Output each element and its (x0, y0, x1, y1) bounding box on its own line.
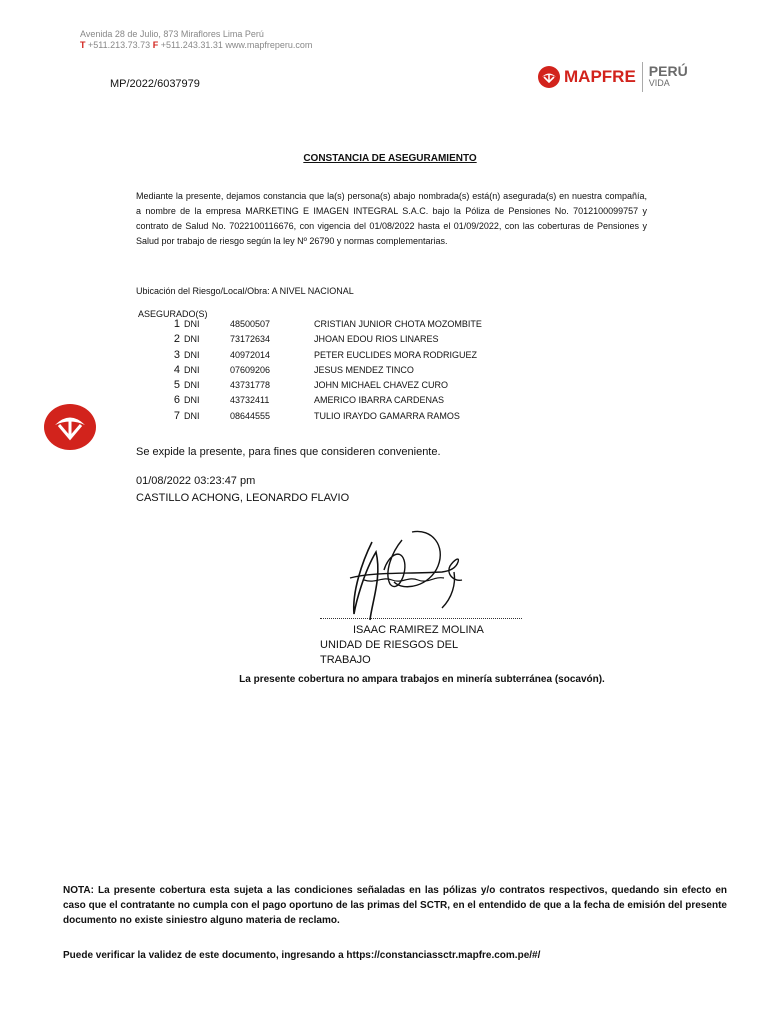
insured-name: CRISTIAN JUNIOR CHOTA MOZOMBITE (314, 319, 482, 329)
header-contacts (80, 40, 312, 50)
signature-line (320, 618, 522, 619)
logo-country: PERÚ (648, 63, 688, 79)
insured-row (150, 319, 550, 334)
risk-location: Ubicación del Riesgo/Local/Obra: A NIVEL NACIONAL (136, 286, 354, 296)
signer-unit: UNIDAD DE RIESGOS DEL TRABAJO (320, 639, 458, 666)
insured-doc-type: DNI (184, 334, 200, 345)
insured-label: ASEGURADO(S) (138, 309, 208, 319)
logo-divider (642, 62, 643, 92)
insured-name: TULIO IRAYDO GAMARRA RAMOS (314, 410, 460, 421)
insured-row (150, 380, 550, 395)
mapfre-badge-icon (44, 404, 96, 450)
insured-row (150, 395, 550, 410)
insured-doc-type: DNI (184, 364, 200, 375)
insured-name: JESUS MENDEZ TINCO (314, 364, 414, 375)
phone-label: T (80, 40, 86, 50)
insured-number: 5 (173, 379, 180, 392)
logo-line: VIDA (648, 78, 670, 88)
header-address: Avenida 28 de Julio, 873 Miraflores Lima Perú (80, 29, 264, 39)
website: www.mapfreperu.com (225, 40, 313, 50)
logo-brand: MAPFRE (564, 67, 636, 86)
coverage-exclusion: La presente cobertura no ampara trabajos en minería subterránea (socavón). (239, 674, 605, 685)
mapfre-logo (538, 60, 688, 94)
phone-number: +511.213.73.73 (88, 40, 151, 50)
issue-datetime: 01/08/2022 03:23:47 pm (136, 475, 256, 487)
insured-name: JHOAN EDOU RIOS LINARES (314, 334, 439, 345)
insured-row (150, 411, 550, 426)
insured-doc-number: 08644555 (230, 410, 271, 421)
fax-number: +511.243.31.31 (160, 40, 223, 50)
insured-name: AMERICO IBARRA CARDENAS (314, 395, 445, 406)
insured-doc-type: DNI (184, 349, 200, 360)
insured-name: JOHN MICHAEL CHAVEZ CURO (314, 380, 449, 391)
insured-doc-number: 48500507 (230, 319, 271, 329)
insured-doc-type: DNI (184, 380, 200, 391)
insured-row (150, 365, 550, 380)
insured-doc-type: DNI (184, 319, 200, 329)
handwritten-signature (342, 522, 472, 622)
insured-doc-number: 73172634 (230, 334, 271, 345)
insured-number: 4 (173, 363, 180, 376)
issuing-user: CASTILLO ACHONG, LEONARDO FLAVIO (136, 492, 350, 504)
issue-statement: Se expide la presente, para fines que consideren conveniente. (136, 446, 441, 458)
insured-list (150, 319, 550, 426)
fax-label: F (152, 40, 159, 50)
insured-row (150, 350, 550, 365)
document-reference: MP/2022/6037979 (110, 78, 200, 90)
insured-number: 3 (173, 348, 180, 361)
insured-doc-number: 40972014 (230, 349, 271, 360)
disclaimer-note: NOTA: La presente cobertura esta sujeta a las condiciones señaladas en las pólizas y/o contratos respectivos, quedando sin efecto en caso que el contratante no cumpla con el pago oportuno de las primas del SCTR, en el entendido de que a la fecha de emisión del presente documento no existe siniestro alguno materia de reclamo. (63, 885, 727, 926)
insured-name: PETER EUCLIDES MORA RODRIGUEZ (314, 349, 478, 360)
insured-doc-type: DNI (184, 410, 200, 421)
signer-name: ISAAC RAMIREZ MOLINA (353, 624, 484, 636)
insured-doc-number: 43732411 (230, 395, 270, 406)
mapfre-logo-icon (538, 66, 560, 88)
insured-doc-number: 43731778 (230, 380, 271, 391)
insured-number: 1 (173, 318, 180, 330)
insured-doc-type: DNI (184, 395, 200, 406)
insured-doc-number: 07609206 (230, 364, 271, 375)
insured-number: 7 (173, 409, 180, 422)
body-paragraph: Mediante la presente, dejamos constancia que la(s) persona(s) abajo nombrada(s) está(n) asegurada(s) en nuestra compañía, a nombre de la empresa MARKETING E IMAGEN INTEGRAL S.A.C. bajo la Póliza de Pensiones No. 7012100099757 y contrato de Salud No. 7022100116676, con vigencia del 01/08/2022 hasta el 01/09/2022, con las coberturas de Pensiones y Salud por trabajo de riesgo según la ley Nº 26790 y normas complementarias. (136, 191, 647, 246)
insured-number: 2 (173, 333, 180, 346)
insured-number: 6 (173, 394, 180, 407)
insured-row (150, 334, 550, 349)
verification-note: Puede verificar la validez de este documento, ingresando a https://constanciassctr.mapfre.com.pe/#/ (63, 950, 541, 961)
document-title: CONSTANCIA DE ASEGURAMIENTO (303, 153, 477, 164)
